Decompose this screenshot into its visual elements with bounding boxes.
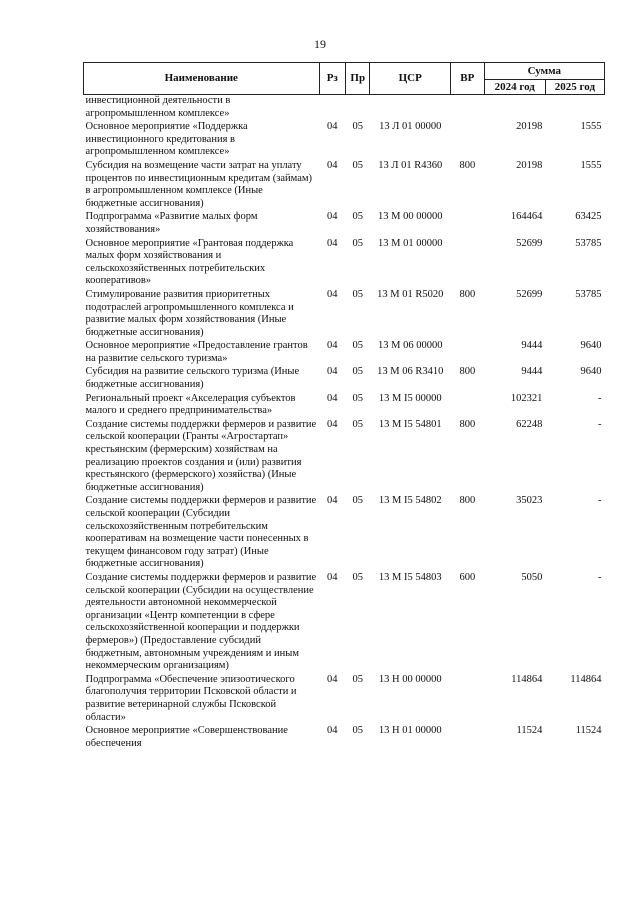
cell-pr: 05 [352,725,363,737]
cell-s24: 164464 [510,211,543,223]
cell-name: Основное мероприятие «Грантовая поддержка малых форм хозяйствования и сельскохозяйственных потребительских кооперативов» [85,237,294,287]
cell-vr: 600 [459,571,476,583]
cell-s24: 20198 [516,121,543,133]
cell-vr: 800 [459,288,476,300]
cell-csr: 13 М I5 00000 [378,392,442,404]
cell-s25 [545,95,604,121]
cell-vr [451,210,485,236]
table-row [84,339,605,365]
table-header [84,63,605,95]
cell-name: Создание системы поддержки фермеров и развитие сельской кооперации (Субсидии на осуществление деятельности автономной некоммерческой организации «Центр компетенции в сфере сельскохозяйственной кооперации и поддержки фермеров») (Предоставление субсидий бюджетным, автономным учреждениям и иным некоммерческим организациям) [85,571,317,672]
cell-pr: 05 [352,288,363,300]
cell-pr: 05 [352,495,363,507]
cell-vr [451,673,485,724]
cell-pr: 05 [352,418,363,430]
cell-s24: 102321 [510,392,543,404]
cell-s25: 114864 [570,673,602,685]
cell-pr: 05 [352,571,363,583]
cell-rz: 04 [327,725,338,737]
cell-csr: 13 Л 01 R4360 [378,159,443,171]
cell-name: Создание системы поддержки фермеров и развитие сельской кооперации (Гранты «Агростартап» крестьянским (фермерским) хозяйствам на реализацию проектов создания и (или) развития крестьянского (фермерского) хозяйства) (Иные бюджетные ассигнования) [85,418,317,493]
cell-s24: 52699 [516,288,543,300]
cell-vr [451,95,485,121]
cell-s24: 9444 [521,340,543,352]
header-sum: Сумма [484,63,604,80]
cell-pr: 05 [352,211,363,223]
cell-name: Основное мероприятие «Совершенствование обеспечения [85,725,288,749]
cell-pr [346,95,370,121]
cell-vr [451,392,485,418]
cell-s24: 52699 [516,237,543,249]
cell-csr: 13 Н 00 00000 [378,673,442,685]
cell-name: Региональный проект «Акселерация субъектов малого и среднего предпринимательства» [85,392,296,417]
table-row [84,571,605,673]
header-2025: 2025 год [545,80,604,95]
cell-s25: 1555 [580,121,602,133]
cell-rz [319,95,346,121]
cell-rz: 04 [327,211,338,223]
cell-name: Создание системы поддержки фермеров и развитие сельской кооперации (Субсидии сельскохозяйственным потребительским кооперативам на возмещение части понесенных в текущем финансовом году затрат) (Иные бюджетные ассигнования) [85,495,317,570]
cell-name: Подпрограмма «Развитие малых форм хозяйствования» [85,211,258,235]
table-row [84,288,605,339]
cell-s24: 5050 [521,571,543,583]
table-row [84,95,605,121]
cell-csr: 13 М 06 R3410 [377,366,444,378]
cell-s24: 114864 [511,673,543,685]
cell-rz: 04 [327,673,338,685]
page-number: 19 [314,37,326,51]
cell-rz: 04 [327,159,338,171]
cell-rz: 04 [327,121,338,133]
cell-pr: 05 [352,121,363,133]
cell-s25: 53785 [575,237,602,249]
table-row [84,120,605,159]
cell-pr: 05 [352,340,363,352]
header-2024: 2024 год [484,80,545,95]
cell-s25: 1555 [580,159,602,171]
cell-vr: 800 [459,366,476,378]
cell-s25: 11524 [575,725,602,737]
cell-csr: 13 Н 01 00000 [378,725,442,737]
table-row [84,418,605,495]
cell-s24: 9444 [521,366,543,378]
cell-name: Стимулирование развития приоритетных подотраслей агропромышленного комплекса и развитие малых форм хозяйствования (Иные бюджетные ассигнования) [85,288,294,338]
table-row [84,724,605,750]
table-row [84,494,605,571]
header-name: Наименование [84,63,320,95]
cell-csr: 13 М 01 R5020 [377,288,444,300]
cell-rz: 04 [327,392,338,404]
table-row [84,210,605,236]
header-csr: ЦСР [370,63,451,95]
cell-s25: 9640 [580,340,602,352]
cell-csr: 13 М I5 54801 [378,418,442,430]
cell-vr [451,339,485,365]
cell-s25: - [598,571,602,583]
cell-s25: 53785 [575,288,602,300]
cell-vr [451,120,485,159]
cell-pr: 05 [352,159,363,171]
table-row [84,365,605,391]
cell-pr: 05 [352,366,363,378]
cell-csr: 13 М I5 54802 [378,495,442,507]
cell-pr: 05 [352,237,363,249]
cell-name: Подпрограмма «Обеспечение эпизоотического благополучия территории Псковской области и развитие ветеринарной службы Псковской области» [85,673,297,723]
cell-name: Субсидия на возмещение части затрат на уплату процентов по инвестиционным кредитам (займам) в агропромышленном комплексе (Иные бюджетные ассигнования) [85,159,313,209]
table-row [84,392,605,418]
cell-vr: 800 [459,418,476,430]
cell-vr: 800 [459,159,476,171]
cell-rz: 04 [327,418,338,430]
table-body [84,95,605,751]
cell-rz: 04 [327,495,338,507]
cell-pr: 05 [352,673,363,685]
cell-s25: 9640 [580,366,602,378]
cell-csr [370,95,451,121]
cell-vr [451,237,485,288]
cell-s25: - [598,418,602,430]
cell-rz: 04 [327,366,338,378]
cell-s24: 20198 [516,159,543,171]
cell-csr: 13 М 01 00000 [378,237,443,249]
cell-name: инвестиционной деятельности в агропромышленном комплексе» [85,95,231,119]
cell-name: Основное мероприятие «Поддержка инвестиционного кредитования в агропромышленном комплексе» [85,121,248,158]
cell-csr: 13 М 00 00000 [378,211,443,223]
cell-csr: 13 М I5 54803 [378,571,442,583]
budget-table [83,62,605,750]
cell-s25: 63425 [575,211,602,223]
cell-pr: 05 [352,392,363,404]
table-row [84,673,605,724]
cell-vr: 800 [459,495,476,507]
cell-name: Основное мероприятие «Предоставление грантов на развитие сельского туризма» [85,340,308,364]
cell-s25: - [598,392,602,404]
cell-name: Субсидия на развитие сельского туризма (Иные бюджетные ассигнования) [85,366,300,391]
cell-rz: 04 [327,340,338,352]
header-vr: ВР [451,63,485,95]
cell-csr: 13 М 06 00000 [378,340,443,352]
cell-s24 [484,95,545,121]
cell-s24: 62248 [516,418,543,430]
cell-rz: 04 [327,288,338,300]
cell-rz: 04 [327,571,338,583]
cell-rz: 04 [327,237,338,249]
cell-csr: 13 Л 01 00000 [379,121,442,133]
table-row [84,237,605,288]
table-row [84,159,605,210]
cell-s25: - [598,495,602,507]
cell-vr [451,724,485,750]
cell-s24: 11524 [516,725,543,737]
cell-s24: 35023 [516,495,543,507]
header-rz: Рз [319,63,346,95]
header-pr: Пр [346,63,370,95]
